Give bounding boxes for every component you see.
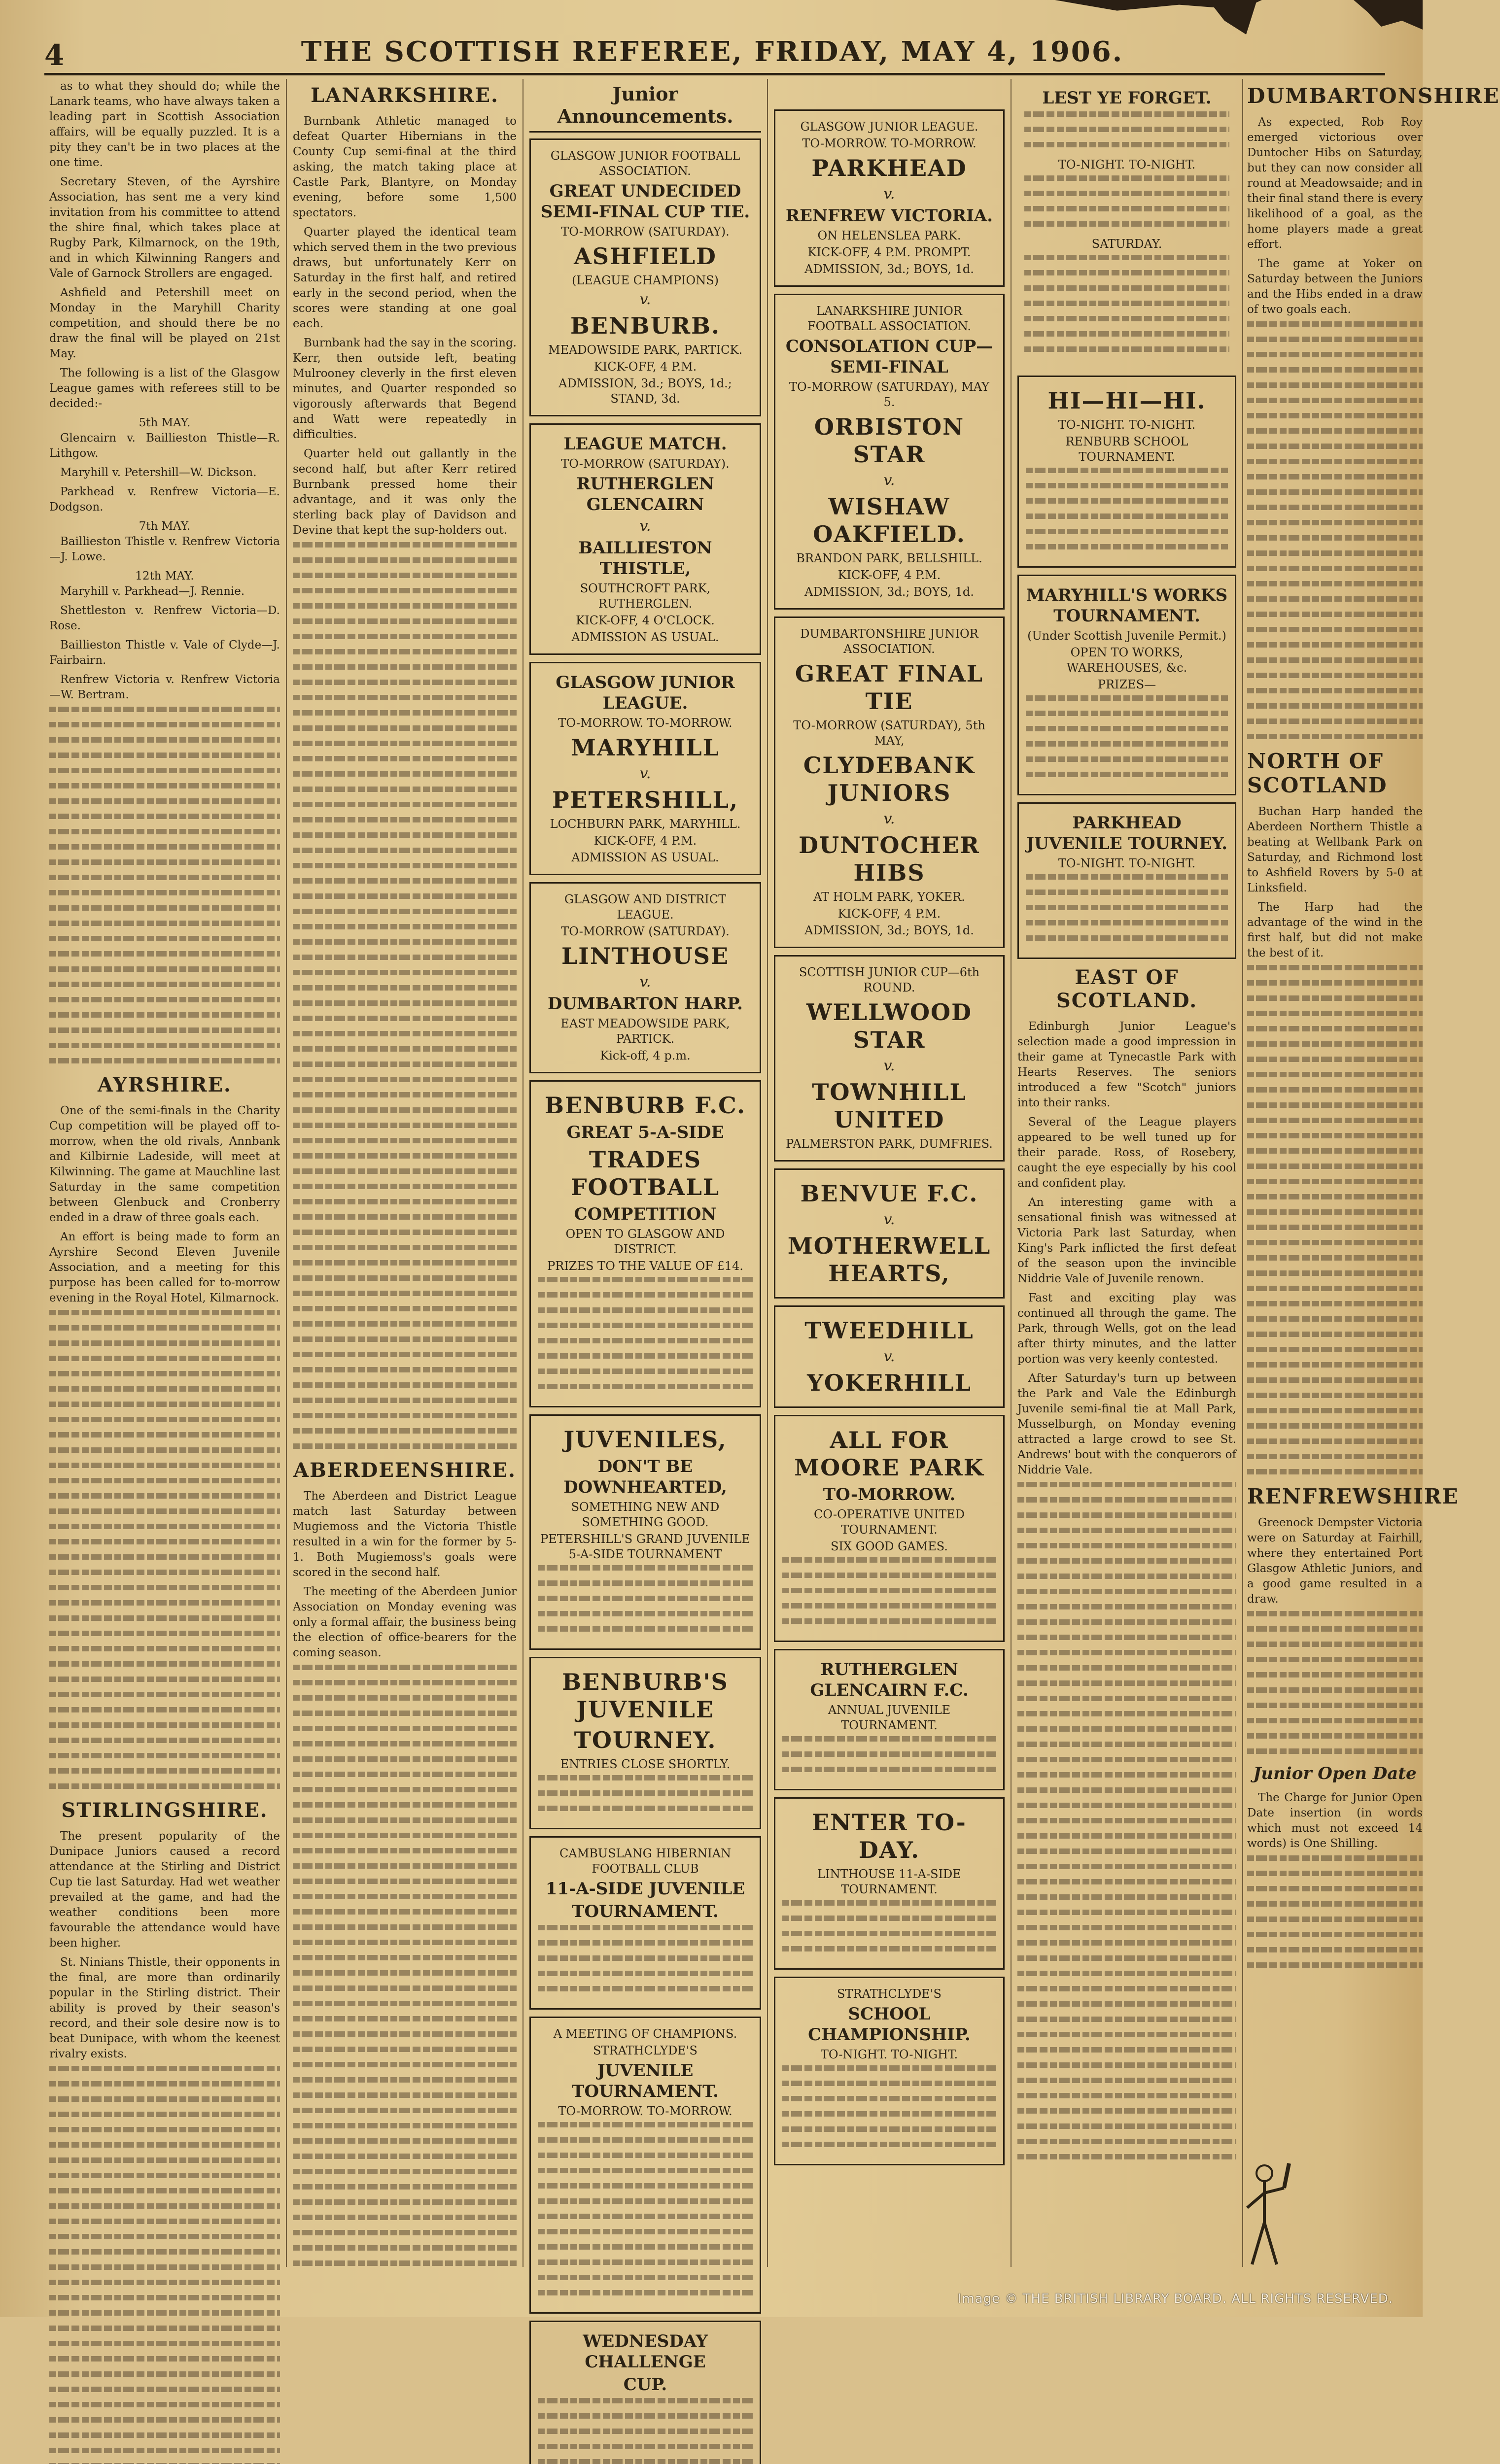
ad-line: RUTHERGLEN GLENCAIRN F.C. — [810, 1660, 969, 1700]
illegible-text-block — [782, 1900, 996, 1951]
ad-line: CO-OPERATIVE UNITED TOURNAMENT. — [814, 1507, 965, 1537]
ad-line: TO-MORROW. — [823, 1485, 956, 1505]
article-paragraph: After Saturday's turn up between the Park and Vale the Edinburgh Juvenile semi-final tie at Mall Park, Musselburgh, on Monday evening attracted a large crowd to see St. Andrews' bout with the conquerors of Niddrie Vale. — [1017, 1372, 1236, 1476]
ad-line: PRIZES— — [1097, 678, 1156, 691]
ad-line: TO-MORROW. TO-MORROW. — [558, 2104, 733, 2118]
article-paragraph: As expected, Rob Roy emerged victorious over Duntocher Hibs on Saturday, but they can now consider all round at Meadowsaide; and in their final stand there is every likelihood of a goal, as the home players made a great effort. — [1247, 116, 1423, 251]
ad-line: AT HOLM PARK, YOKER. — [813, 890, 965, 904]
ad-line: ADMISSION, 3d.; BOYS, 1d. — [804, 924, 974, 937]
ad-line: PRIZES TO THE VALUE OF £14. — [547, 1259, 743, 1273]
article-paragraph: Burnbank Athletic managed to defeat Quarter Hibernians in the County Cup semi-final at the third asking, the match taking place at Castle Park, Blantyre, on Monday evening, before some 1,500 spectators. — [293, 115, 517, 219]
ad-line: ADMISSION AS USUAL. — [571, 851, 719, 864]
section-heading-ayrshire: AYRSHIRE. — [98, 1073, 232, 1096]
torn-corner-right — [1354, 0, 1423, 30]
ad-rutherglen-tournament — [774, 1649, 1005, 1790]
ad-team: DUNTOCHER HIBS — [799, 832, 980, 886]
illegible-text-block — [1026, 468, 1228, 549]
ad-line: 11-A-SIDE JUVENILE — [545, 1879, 745, 1899]
ad-team: MOTHERWELL HEARTS, — [787, 1232, 991, 1287]
ad-line: MARYHILL'S WORKS TOURNAMENT. — [1026, 585, 1228, 626]
illegible-text-block — [293, 542, 517, 1449]
ad-line: TOURNEY. — [574, 1727, 717, 1753]
ad-team: WISHAW OAKFIELD. — [813, 493, 966, 548]
ad-line: SIX GOOD GAMES. — [831, 1540, 948, 1553]
fixture-line: Baillieston Thistle v. Renfrew Victoria—J. Lowe. — [49, 535, 280, 563]
ad-moore-park — [774, 1415, 1005, 1642]
ad-line: A MEETING OF CHAMPIONS. — [553, 2027, 737, 2041]
ad-line: KICK-OFF, 4 P.M. PROMPT. — [807, 245, 971, 259]
illegible-text-block — [538, 1565, 753, 1632]
illegible-text-block — [1026, 874, 1228, 941]
ad-line: GREAT UNDECIDED SEMI-FINAL CUP TIE. — [540, 181, 750, 222]
ad-line: TO-NIGHT. TO-NIGHT. — [1058, 158, 1196, 171]
ad-team: RENFREW VICTORIA. — [785, 206, 993, 226]
ad-line: KICK-OFF, 4 O'CLOCK. — [576, 614, 715, 627]
ad-line: KICK-OFF, 4 P.M. — [593, 834, 697, 848]
ad-line: ANNUAL JUVENILE TOURNAMENT. — [828, 1703, 951, 1732]
ad-line: TO-MORROW (SATURDAY), 5th MAY, — [793, 719, 985, 748]
section-heading-east-of-scotland: EAST OF SCOTLAND. — [1056, 966, 1198, 1012]
ad-line: JUVENILES, — [563, 1426, 727, 1453]
ad-versus: v. — [883, 472, 895, 489]
article-paragraph: An effort is being made to form an Ayrshire Second Eleven Juvenile Association, and a meeting for this purpose has been called for to-morrow evening in the Royal Hotel, Kilmarnock. — [49, 1231, 280, 1304]
column-2 — [293, 79, 517, 2267]
ad-line: KICK-OFF, 4 P.M. — [837, 568, 941, 582]
ad-line: TO-NIGHT. TO-NIGHT. — [1058, 418, 1196, 432]
column-6 — [1247, 79, 1500, 2267]
illegible-text-block — [1024, 111, 1229, 147]
ad-champions — [529, 2017, 761, 2314]
ad-team: ORBISTON STAR — [814, 413, 965, 468]
ad-team: MARYHILL — [571, 734, 720, 761]
ad-line: SOMETHING NEW AND SOMETHING GOOD. — [571, 1500, 720, 1529]
ad-line: KICK-OFF, 4 P.M. — [837, 907, 941, 921]
ad-line: DON'T BE DOWNHEARTED, — [563, 1457, 727, 1497]
ad-ashfield-benburb — [529, 138, 761, 416]
article-paragraph: Ashfield and Petershill meet on Monday in the Maryhill Charity competition, and should there be no draw the final will be played on 21st May. — [49, 286, 280, 360]
ad-versus: v. — [639, 517, 651, 535]
ad-team: ASHFIELD — [574, 243, 717, 270]
section-heading-stirlingshire: STIRLINGSHIRE. — [61, 1799, 268, 1822]
ad-line: ADMISSION, 3d.; BOYS, 1d.; STAND, 3d. — [558, 376, 732, 406]
article-paragraph: St. Ninians Thistle, their opponents in the final, are more than ordinarily popular in the Stirling district. Their ability is proved by their season's record, and their sole desire now is to beat Dunipace, with whom the keenest rivalry exists. — [49, 1956, 280, 2060]
column-rule — [286, 79, 287, 2267]
ad-line: ON HELENSLEA PARK. — [817, 229, 961, 242]
ad-juveniles — [529, 1414, 761, 1650]
ad-versus: v. — [639, 973, 651, 991]
ad-team: YOKERHILL — [807, 1369, 972, 1396]
ad-school-championship — [774, 1977, 1005, 2165]
junior-open-dates-heading: Junior Open Date — [1253, 1764, 1417, 1783]
illegible-text-block — [1247, 1855, 1423, 1968]
ad-line: HI—HI—HI. — [1047, 387, 1206, 414]
column-rule — [767, 79, 768, 2267]
illegible-text-block — [538, 2398, 753, 2464]
ad-line: ALL FOR MOORE PARK — [794, 1427, 984, 1481]
ad-line: TOURNAMENT. — [572, 1902, 719, 1921]
illegible-text-block — [538, 1277, 753, 1389]
ad-line: GREAT 5-A-SIDE — [566, 1123, 724, 1142]
column-4 — [774, 79, 1005, 2267]
article-paragraph: Secretary Steven, of the Ayrshire Association, has sent me a very kind invitation from his committee to attend the shire final, which takes place at Rugby Park, Kilmarnock, on the 19th, and in which Kilwinning Rangers and Vale of Garnock Strollers are engaged. — [49, 175, 280, 280]
article-paragraph: The Aberdeen and District League match last Saturday between Mugiemoss and the Victoria Thistle resulted in a win for the former by 5-1. Both Mugiemoss's goals were scored in the second half. — [293, 1490, 517, 1579]
ad-line: LANARKSHIRE JUNIOR FOOTBALL ASSOCIATION. — [807, 304, 972, 333]
article-paragraph: Several of the League players appeared to be well tuned up for their parade. Ross, of Rosebery, caught the eye especially by his cool and confident play. — [1017, 1116, 1236, 1190]
ad-line: ADMISSION, 3d.; BOYS, 1d. — [804, 262, 974, 276]
ad-line: RENBURB SCHOOL TOURNAMENT. — [1065, 435, 1188, 464]
ad-line: ENTRIES CLOSE SHORTLY. — [560, 1757, 731, 1771]
article-paragraph: The Charge for Junior Open Date insertion (in words which must not exceed 14 words) is One Shilling. — [1247, 1791, 1423, 1850]
illegible-text-block — [1247, 965, 1423, 1474]
illegible-text-block — [49, 707, 280, 1063]
ad-tweedhill — [774, 1305, 1005, 1408]
article-paragraph: Fast and exciting play was continued all through the game. The Park, through Wells, got on the lead after thirty minutes, and the latter portion was very keenly contested. — [1017, 1292, 1236, 1366]
ad-line: BENBURB'S JUVENILE — [562, 1669, 729, 1723]
fixture-date: 5th MAY. — [139, 416, 191, 429]
ad-line: SATURDAY. — [1091, 237, 1162, 251]
fixture-line: Renfrew Victoria v. Renfrew Victoria—W. Bertram. — [49, 673, 280, 701]
ad-line: JUVENILE TOURNAMENT. — [572, 2061, 719, 2101]
ad-line: PALMERSTON PARK, DUMFRIES. — [786, 1137, 993, 1151]
ad-line: GLASGOW JUNIOR LEAGUE. — [800, 120, 978, 134]
ad-wellwood-townhill — [774, 955, 1005, 1162]
ad-line: CAMBUSLANG HIBERNIAN FOOTBALL CLUB — [559, 1847, 732, 1876]
ad-line: LOCHBURN PARK, MARYHILL. — [550, 817, 741, 831]
illegible-text-block — [1024, 175, 1229, 227]
ad-benvue — [774, 1168, 1005, 1299]
ad-line: COMPETITION — [574, 1204, 717, 1224]
ad-versus: v. — [639, 765, 651, 782]
ad-maryhill-petershill — [529, 662, 761, 875]
ad-lest-ye-forget — [1017, 79, 1236, 369]
article-paragraph: The present popularity of the Dunipace Juniors caused a record attendance at the Stirling and District Cup tie last Saturday. Had wet weather prevailed at the game, and had the weather conditions been more favourable the attendance would have been higher. — [49, 1830, 280, 1950]
ad-line: OPEN TO GLASGOW AND DISTRICT. — [565, 1227, 725, 1256]
ad-line: CUP. — [623, 2375, 667, 2395]
ad-line: Kick-off, 4 p.m. — [600, 1049, 691, 1062]
fixture-date: 12th MAY. — [135, 570, 194, 582]
article-paragraph: One of the semi-finals in the Charity Cup competition will be played off to-morrow, when the old rivals, Annbank and Kilbirnie Ladeside, will meet at Kilwinning. The game at Mauchline last Saturday in the same competition between Glenbuck and Cronberry ended in a draw of three goals each. — [49, 1104, 280, 1224]
illegible-text-block — [782, 2065, 996, 2147]
column-3 — [529, 79, 761, 2395]
ad-line: GLASGOW JUNIOR LEAGUE. — [556, 673, 735, 713]
fixture-line: Baillieston Thistle v. Vale of Clyde—J. Fairbairn. — [49, 639, 280, 667]
copyright-footer: Image © THE BRITISH LIBRARY BOARD. ALL RIGHTS RESERVED. — [957, 2292, 1393, 2306]
illegible-text-block — [1026, 695, 1228, 777]
cricketer-illustration — [1237, 2158, 1291, 2272]
illegible-text-block — [782, 1736, 996, 1772]
illegible-text-block — [538, 1925, 753, 1991]
illegible-text-block — [49, 2066, 280, 2464]
fixture-line: Parkhead v. Renfrew Victoria—E. Dodgson. — [49, 485, 280, 513]
ad-line: SCOTTISH JUNIOR CUP—6th ROUND. — [799, 965, 980, 994]
illegible-text-block — [1017, 1482, 1236, 2159]
ad-line: CONSOLATION CUP—SEMI-FINAL — [785, 337, 993, 377]
junior-announcements-heading: Junior Announcements. — [529, 79, 761, 133]
article-paragraph: as to what they should do; while the Lanark teams, who have always taken a leading part in Scottish Association affairs, will be equally puzzled. It is a pity they can't be in two places at the one time. — [49, 80, 280, 169]
ad-team: LINTHOUSE — [561, 943, 730, 969]
ad-dumbartonshire-final — [774, 616, 1005, 948]
column-5 — [1017, 79, 1236, 2267]
ad-enter-today — [774, 1797, 1005, 1970]
ad-line: EAST MEADOWSIDE PARK, PARTICK. — [560, 1017, 730, 1046]
ad-benburb-trades — [529, 1080, 761, 1407]
article-paragraph: The Harp had the advantage of the wind in the first half, but did not make the best of it. — [1247, 901, 1423, 959]
ad-linthouse-harp — [529, 882, 761, 1073]
ad-versus: v. — [883, 810, 895, 827]
column-rule — [1242, 79, 1243, 2267]
article-paragraph: Edinburgh Junior League's selection made a good impression in their game at Tynecastle Park with Hearts Reserves. The seniors introduced a few "Scotch" juniors into their ranks. — [1017, 1020, 1236, 1109]
ad-parkhead-juvenile — [1017, 802, 1236, 959]
section-heading-renfrewshire: RENFREWSHIRE — [1247, 1484, 1459, 1508]
illegible-text-block — [538, 2122, 753, 2295]
article-paragraph: An interesting game with a sensational finish was witnessed at Victoria Park last Saturday, when King's Park inflicted the first defeat of the season upon the invincible Niddrie Vale of Juvenile renown. — [1017, 1196, 1236, 1285]
article-paragraph: Burnbank had the say in the scoring. Kerr, then outside left, beating Mulrooney cleverly in the first eleven minutes, and Quarter responded so vigorously afterwards that Begend and Watt were repeatedly in difficulties. — [293, 337, 517, 441]
section-heading-dumbartonshire: DUMBARTONSHIRE — [1247, 84, 1500, 108]
illegible-text-block — [1247, 1611, 1423, 1754]
ad-team: DUMBARTON HARP. — [548, 994, 743, 1014]
masthead — [39, 35, 1385, 70]
article-paragraph: The following is a list of the Glasgow League games with referees still to be decided:- — [49, 367, 280, 410]
ad-line: GLASGOW AND DISTRICT LEAGUE. — [564, 892, 727, 922]
section-heading-north-of-scotland: NORTH OF SCOTLAND — [1247, 749, 1388, 797]
ad-line: OPEN TO WORKS, WAREHOUSES, &c. — [1066, 646, 1187, 675]
ad-line: GREAT FINAL TIE — [795, 660, 984, 715]
masthead-rule — [44, 73, 1385, 75]
illegible-text-block — [1247, 321, 1423, 739]
fixture-line: Maryhill v. Parkhead—J. Rennie. — [60, 585, 245, 598]
article-paragraph: Buchan Harp handed the Aberdeen Northern Thistle a beating at Wellbank Park on Saturday, and Richmond lost to Ashfield Rovers by 5-0 at Linksfield. — [1247, 805, 1423, 894]
ad-benburb-juvenile — [529, 1657, 761, 1829]
ad-hi-hi-hi — [1017, 376, 1236, 568]
illegible-text-block — [293, 1665, 517, 2266]
ad-line: SOUTHCROFT PARK, RUTHERGLEN. — [580, 582, 711, 611]
article-paragraph: Greenock Dempster Victoria were on Saturday at Fairhill, where they entertained Port Glasgow Athletic Juniors, and a good game resulted in a draw. — [1247, 1516, 1423, 1606]
ad-line: TRADES FOOTBALL — [570, 1146, 720, 1200]
ad-line: (LEAGUE CHAMPIONS) — [571, 274, 719, 287]
column-1 — [49, 79, 280, 2267]
article-paragraph: Quarter held out gallantly in the second half, but after Kerr retired Burnbank pressed home their advantage, and it was only the sterling back play of Davidson and Devine that kept the sup-holders out. — [293, 447, 517, 537]
ad-parkhead-renfrew — [774, 109, 1005, 287]
article-paragraph: The meeting of the Aberdeen Junior Association on Monday evening was only a formal affair, the business being the election of office-bearers for the coming season. — [293, 1585, 517, 1659]
ad-team: BENBURB. — [570, 312, 721, 339]
ad-line: BRANDON PARK, BELLSHILL. — [796, 551, 982, 565]
fixture-line: Glencairn v. Baillieston Thistle—R. Lithgow. — [49, 432, 280, 460]
newspaper-title: THE SCOTTISH REFEREE, FRIDAY, MAY 4, 1906. — [301, 35, 1124, 68]
ad-team: TWEEDHILL — [804, 1317, 974, 1344]
ad-line: TO-NIGHT. TO-NIGHT. — [820, 2048, 958, 2061]
page-number: 4 — [44, 38, 65, 72]
column-rule — [1011, 79, 1012, 2267]
ad-line: KICK-OFF, 4 P.M. — [593, 360, 697, 374]
ad-team: BENVUE F.C. — [800, 1180, 978, 1207]
fixture-date: 7th MAY. — [139, 520, 191, 533]
ad-versus: v. — [639, 291, 651, 308]
illegible-text-block — [538, 1775, 753, 1811]
ad-line: ADMISSION, 3d.; BOYS, 1d. — [804, 585, 974, 599]
ad-consolation-cup — [774, 294, 1005, 610]
ad-line: MEADOWSIDE PARK, PARTICK. — [548, 343, 743, 357]
ad-team: PARKHEAD — [811, 155, 967, 181]
ad-wednesday-cup — [529, 2321, 761, 2464]
ad-line: TO-MORROW. TO-MORROW. — [558, 716, 733, 730]
ad-line: TO-MORROW (SATURDAY). — [561, 924, 730, 938]
ad-line: ENTER TO-DAY. — [812, 1809, 967, 1863]
ad-line: DUMBARTONSHIRE JUNIOR ASSOCIATION. — [800, 627, 978, 656]
ad-line: TO-MORROW (SATURDAY). — [561, 225, 730, 239]
ad-line: WEDNESDAY CHALLENGE — [583, 2331, 708, 2372]
ad-line: TO-MORROW (SATURDAY). — [561, 457, 730, 471]
ad-line: GLASGOW JUNIOR FOOTBALL ASSOCIATION. — [550, 149, 740, 178]
ad-line: LINTHOUSE 11-A-SIDE TOURNAMENT. — [817, 1867, 961, 1896]
ad-line: ADMISSION AS USUAL. — [571, 630, 719, 644]
ad-line: TO-MORROW. TO-MORROW. — [802, 137, 977, 150]
ad-team: WELLWOOD STAR — [806, 999, 972, 1053]
ad-line: TO-NIGHT. TO-NIGHT. — [1058, 856, 1196, 870]
section-heading-aberdeenshire: ABERDEENSHIRE. — [293, 1459, 516, 1482]
ad-line: STRATHCLYDE'S — [593, 2044, 698, 2057]
ad-line: STRATHCLYDE'S — [837, 1987, 942, 2001]
fixture-line: Shettleston v. Renfrew Victoria—D. Rose. — [49, 604, 280, 632]
fixture-line: Maryhill v. Petershill—W. Dickson. — [60, 466, 257, 479]
ad-team: BAILLIESTON THISTLE, — [578, 538, 712, 579]
article-paragraph: The game at Yoker on Saturday between the Juniors and the Hibs ended in a draw of two goals each. — [1247, 257, 1423, 316]
ad-versus: v. — [883, 1057, 895, 1074]
illegible-text-block — [1024, 255, 1229, 352]
section-heading-lanarkshire: LANARKSHIRE. — [311, 84, 499, 107]
ad-line: (Under Scottish Juvenile Permit.) — [1027, 629, 1226, 643]
ad-versus: v. — [883, 1348, 895, 1365]
illegible-text-block — [782, 1557, 996, 1624]
illegible-text-block — [49, 1310, 280, 1789]
ad-line: SCHOOL CHAMPIONSHIP. — [808, 2004, 971, 2045]
ad-line: PETERSHILL'S GRAND JUVENILE 5-A-SIDE TOURNAMENT — [540, 1532, 750, 1561]
ad-line: LEST YE FORGET. — [1042, 88, 1212, 108]
ad-league-match — [529, 423, 761, 655]
ad-maryhill-works — [1017, 575, 1236, 795]
ad-versus: v. — [883, 185, 895, 203]
ad-cambuslang — [529, 1836, 761, 2010]
ad-line: LEAGUE MATCH. — [563, 434, 727, 454]
ad-team: CLYDEBANK JUNIORS — [803, 752, 976, 806]
ad-team: PETERSHILL, — [552, 787, 739, 813]
ad-line: BENBURB F.C. — [545, 1092, 746, 1119]
article-paragraph: Quarter played the identical team which served them in the two previous draws, but unfortunately Kerr on Saturday in the first half, and retired early in the second period, when the scores were standing at one goal each. — [293, 226, 517, 330]
ad-versus: v. — [883, 1211, 895, 1228]
ad-team: RUTHERGLEN GLENCAIRN — [576, 474, 714, 514]
ad-team: TOWNHILL UNITED — [812, 1079, 967, 1133]
ad-line: TO-MORROW (SATURDAY), MAY 5. — [789, 380, 989, 409]
ad-line: PARKHEAD JUVENILE TOURNEY. — [1026, 813, 1228, 854]
